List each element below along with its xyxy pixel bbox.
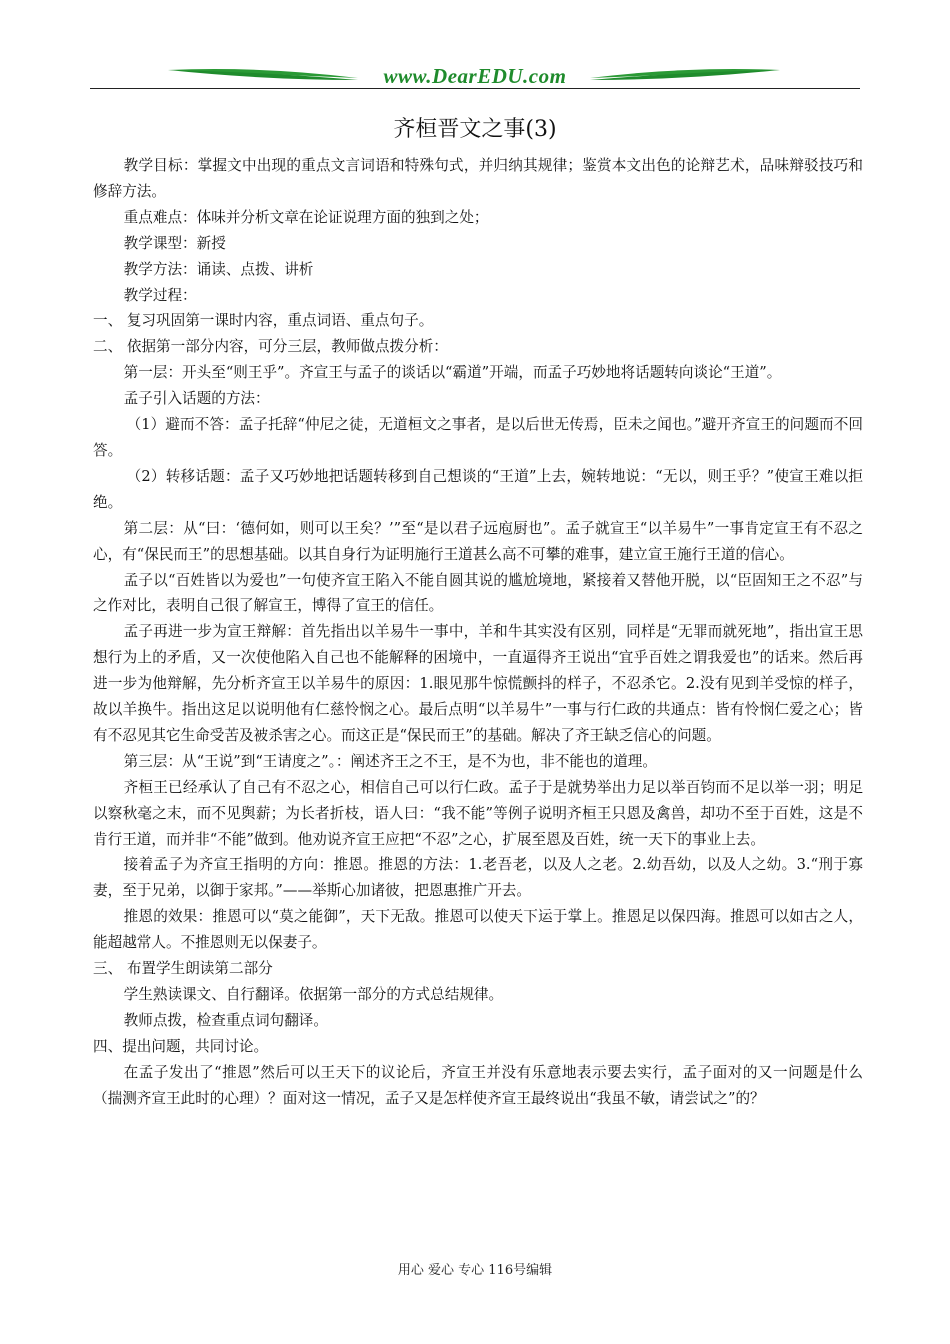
document-title: 齐桓晋文之事(3) xyxy=(393,117,557,142)
paragraph: （1）避而不答：孟子托辞“仲尼之徒，无道桓文之事者，是以后世无传焉，臣未之闻也。”避开齐宣王的问题而不回答。 xyxy=(93,416,863,459)
site-logo-text: www.DearEDU.com xyxy=(383,64,567,88)
paragraph: 教学方法：诵读、点拨、讲析 xyxy=(123,260,314,278)
paragraph: 第一层：开头至“则王乎”。齐宣王与孟子的谈话以“霸道”开端，而孟子巧妙地将话题转向谈论“王道”。 xyxy=(123,364,782,382)
paragraph: 第三层：从“王说”到“王请度之”。：阐述齐王之不王，是不为也，非不能也的道理。 xyxy=(123,752,657,770)
paragraph: 重点难点：体味并分析文章在论证说理方面的独到之处； xyxy=(123,208,489,226)
paragraph: （2）转移话题：孟子又巧妙地把话题转移到自己想谈的“王道”上去，婉转地说：“无以，则王乎？”使宣王难以拒绝。 xyxy=(93,467,863,511)
header-rule xyxy=(90,88,860,89)
paragraph: 孟子以“百姓皆以为爱也”一句使齐宣王陷入不能自圆其说的尴尬境地，紧接着又替他开脱，以“臣固知王之不忍”与之作对比，表明自己很了解宣王，博得了宣王的信任。 xyxy=(93,571,863,615)
section-heading: 三、 布置学生朗读第二部分 xyxy=(93,960,273,978)
document-body xyxy=(93,153,863,1112)
paragraph: 教学目标：掌握文中出现的重点文言词语和特殊句式，并归纳其规律；鉴赏本文出色的论辩艺术，品味辩驳技巧和修辞方法。 xyxy=(93,157,863,200)
paragraph: 孟子再进一步为宣王辩解：首先指出以羊易牛一事中，羊和牛其实没有区别，同样是“无罪而就死地”，指出宣王思想行为上的矛盾，又一次使他陷入自己也不能解释的困境中，一直逼得齐王说出“宜乎百姓之谓我爱也”的话来。然后再进一步为他辩解，先分析齐宣王以羊易牛的原因：1.眼见那牛惊慌颤抖的样子，不忍杀它。2.没有见到羊受惊的样子，故以羊换牛。指出这足以说明他有仁慈怜悯之心。最后点明“以羊易牛”一事与行仁政的共通点：皆有怜悯仁爱之心；皆有不忍见其它生命受苦及被杀害之心。而这正是“保民而王”的基础。解决了齐王缺乏信心的问题。 xyxy=(93,623,863,744)
section-heading: 四、提出问题，共同讨论。 xyxy=(93,1037,269,1055)
paragraph: 接着孟子为齐宣王指明的方向：推恩。推恩的方法：1.老吾老，以及人之老。2.幼吾幼，以及人之幼。3.“刑于寡妻，至于兄弟，以御于家邦。”——举斯心加诸彼，把恩惠推广开去。 xyxy=(93,856,863,900)
paragraph: 在孟子发出了“推恩”然后可以王天下的议论后，齐宣王并没有乐意地表示要去实行，孟子面对的又一问题是什么（揣测齐宣王此时的心理）？面对这一情况，孟子又是怎样使齐宣王最终说出“我虽不敏，请尝试之”的？ xyxy=(93,1063,863,1107)
paragraph: 教师点拨，检查重点词句翻译。 xyxy=(123,1011,328,1029)
paragraph: 学生熟读课文、自行翻译。依据第一部分的方式总结规律。 xyxy=(123,986,504,1003)
paragraph: 推恩的效果：推恩可以“莫之能御”，天下无敌。推恩可以使天下运于掌上。推恩足以保四海。推恩可以如古之人，能超越常人。不推恩则无以保妻子。 xyxy=(93,908,863,952)
section-heading: 一、 复习巩固第一课时内容，重点词语、重点句子。 xyxy=(93,312,434,330)
paragraph: 教学课型：新授 xyxy=(123,234,226,252)
paragraph: 教学过程： xyxy=(123,286,197,304)
paragraph: 孟子引入话题的方法： xyxy=(123,390,270,408)
section-heading: 二、 依据第一部分内容，可分三层，教师做点拨分析： xyxy=(93,338,448,356)
paragraph: 齐桓王已经承认了自己有不忍之心，相信自己可以行仁政。孟子于是就势举出力足以举百钧而不足以举一羽；明足以察秋毫之末，而不见舆薪；为长者折枝，语人曰：“我不能”等例子说明齐桓王只恩及禽兽，却功不至于百姓，这是不肯行王道，而并非“不能”做到。他劝说齐宣王应把“不忍”之心，扩展至恩及百姓，统一天下的事业上去。 xyxy=(93,778,863,848)
page-footer: 用心 爱心 专心 116号编辑 xyxy=(397,1263,553,1278)
paragraph: 第二层：从“曰：‘德何如，则可以王矣？’”至“是以君子远庖厨也”。孟子就宣王“以羊易牛”一事肯定宣王有不忍之心，有“保民而王”的思想基础。以其自身行为证明施行王道甚么高不可攀的难事，建立宣王施行王道的信心。 xyxy=(93,519,863,563)
